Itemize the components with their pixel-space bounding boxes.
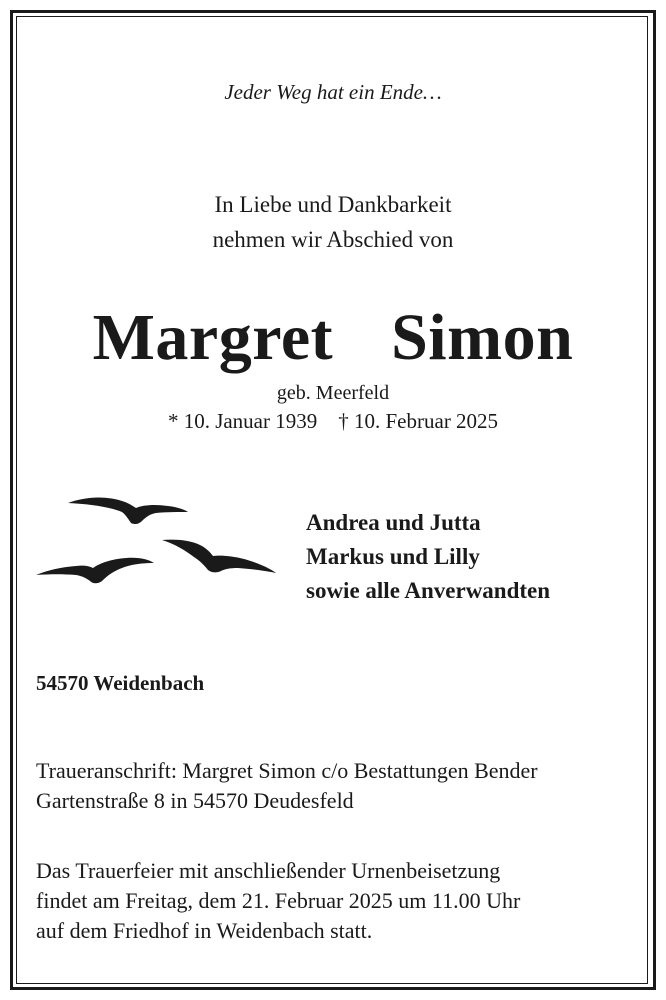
mourners-list xyxy=(306,506,550,608)
intro-line-2: nehmen wir Abschied von xyxy=(212,227,454,252)
death-date: † 10. Februar 2025 xyxy=(338,409,499,433)
deceased-name: Margret Simon xyxy=(92,301,574,374)
flying-birds-icon xyxy=(30,485,285,595)
mourner-line: Andrea und Jutta xyxy=(306,510,481,535)
ceremony-line-3: auf dem Friedhof in Weidenbach statt. xyxy=(36,918,373,943)
intro-text xyxy=(0,187,666,257)
bird-icon xyxy=(36,558,154,584)
life-dates xyxy=(0,409,666,434)
bird-icon xyxy=(162,540,276,573)
ceremony-line-2: findet am Freitag, dem 21. Februar 2025 um 11.00 Uhr xyxy=(36,888,521,913)
funeral-ceremony-info xyxy=(36,856,520,946)
motto: Jeder Weg hat ein Ende… xyxy=(224,80,442,104)
birth-name: geb. Meerfeld xyxy=(276,382,390,404)
birth-date: * 10. Januar 1939 xyxy=(167,409,318,433)
mourning-address xyxy=(36,756,538,816)
ceremony-line-1: Das Trauerfeier mit anschließender Urnenbeisetzung xyxy=(36,858,501,883)
bird-icon xyxy=(68,498,188,524)
mourner-line: sowie alle Anverwandten xyxy=(306,578,551,603)
address-line-2: Gartenstraße 8 in 54570 Deudesfeld xyxy=(36,788,354,813)
intro-line-1: In Liebe und Dankbarkeit xyxy=(214,192,452,217)
mourner-line: Markus und Lilly xyxy=(306,544,480,569)
place-of-residence: 54570 Weidenbach xyxy=(36,671,205,695)
address-line-1: Traueranschrift: Margret Simon c/o Bestattungen Bender xyxy=(36,758,538,783)
